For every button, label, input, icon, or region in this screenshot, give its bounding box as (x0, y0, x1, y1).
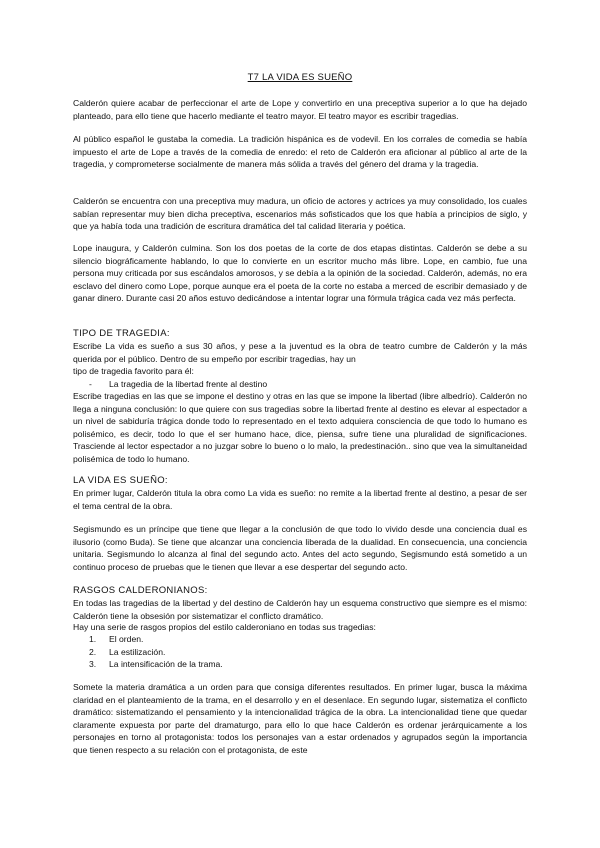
intro-paragraph-4: Lope inaugura, y Calderón culmina. Son los dos poetas de la corte de dos etapas distintas. Calderón se debe a su silencio biográficamente hablando, lo que lo convierte en un escritor mucho más libre. Lope, en cambio, fue una persona muy criticada por sus escándalos amorosos, y se debía a la opinión de la sociedad. Calderón, además, no era esclavo del dinero como Lope, porque aunque era el poeta de la corte no estaba a merced de escribir demasiado y de ganar dinero. Durante casi 20 años estuvo dedicándose a intentar lograr una fórmula trágica cada vez más perfecta. (73, 243, 527, 303)
intro-paragraph-2: Al público español le gustaba la comedia. La tradición hispánica es de vodevil. En los corrales de comedia se había impuesto el arte de Lope a través de la comedia de enredo: el reto de Calderón era aficionar al público al arte de la tragedia, y comprometerse socialmente de manera más sólida a través del género del drama y la tragedia. (73, 134, 527, 169)
rasgos-lead-continued: Hay una serie de rasgos propios del estilo calderoniano en todas sus tragedias: (73, 622, 376, 632)
vida-paragraph-2: Segismundo es un príncipe que tiene que llegar a la conclusión de que todo lo vivido desde una conciencia dual es ilusorio (como Buda). Se tiene que alcanzar una conciencia liberada de la dualidad. En consecuencia, una conciencia unitaria. Segismundo lo alcanza al final del segundo acto. Antes del acto segundo, Segismundo está sometido a un continuo proceso de pruebas que le tienen que llevar a ese despertar del segundo acto. (73, 524, 527, 572)
tipo-bullet-item (89, 378, 267, 391)
list-item: 3. La intensificación de la trama. (89, 659, 223, 670)
tipo-lead: Escribe La vida es sueño a sus 30 años, y pese a la juventud es la obra de teatro cumbre de Calderón y la más querida por el público. Dentro de su empeño por escribir tragedias, hay un (73, 341, 527, 364)
list-item: 1. El orden. (89, 634, 144, 644)
tipo-body: Escribe tragedias en las que se impone el destino y otras en las que se impone la libertad (libre albedrío). Calderón no llega a ninguna conclusión: lo que quiere con sus tragedias sobre la libertad frente al destino es elevar al espectador a un nivel de sabiduría trágica donde todo lo representado en el texto adquiera consciencia de que todo lo humano es polisémico, es decir, todo lo que el ser humano hace, dice, piensa, sufre tiene una pluralidad de significaciones. Trasciende al lector espectador a no juzgar sobre lo bueno o lo malo, la predestinación.. sino que vea la simultaneidad polisémica de todo lo humano. (73, 391, 527, 464)
intro-paragraph-1: Calderón quiere acabar de perfeccionar el arte de Lope y convertirlo en una preceptiva superior a lo que ha dejado planteado, para ello tiene que hacerlo mediante el teatro mayor. El teatro mayor es escribir tragedias. (73, 98, 527, 121)
rasgos-list (89, 633, 223, 671)
document-title: T7 LA VIDA ES SUEÑO (247, 72, 353, 83)
section-heading-rasgos: RASGOS CALDERONIANOS: (73, 585, 208, 596)
list-item: 2. La estilización. (89, 646, 166, 657)
bullet-marker: - (89, 379, 92, 389)
section-heading-vida: LA VIDA ES SUEÑO: (73, 475, 168, 486)
bullet-text: La tragedia de la libertad frente al destino (109, 379, 268, 389)
tipo-lead-continued: tipo de tragedia favorito para él: (73, 366, 194, 376)
vida-paragraph-1: En primer lugar, Calderón titula la obra como La vida es sueño: no remite a la libertad frente al destino, a pesar de ser el tema central de la obra. (73, 488, 527, 511)
rasgos-body: Somete la materia dramática a un orden para que consiga diferentes resultados. En primer lugar, busca la máxima claridad en el planteamiento de la trama, en el desarrollo y en el desenlace. En segundo lugar, sistematiza el conflicto dramático: sistematizando el pensamiento y la intencionalidad trágica de la obra. La intencionalidad tiene que quedar claramente expuesta por parte del dramaturgo, para ello lo que hace Calderón es ordenar jerárquicamente a los personajes en torno al protagonista: todos los personajes van a estar ordenados y agrupados según la importancia que tienen respecto a su relación con el protagonista, de este (73, 682, 527, 755)
rasgos-lead: En todas las tragedias de la libertad y del destino de Calderón hay un esquema constructivo que siempre es el mismo: Calderón tiene la obsesión por sistematizar el conflicto dramático. (73, 598, 527, 621)
intro-paragraph-3: Calderón se encuentra con una preceptiva muy madura, un oficio de actores y actrices ya muy consolidado, los cuales sabían representar muy bien dicha preceptiva, escenarios más sofisticados que los que había a principios de siglo, y que ya había toda una tradición de escritura dramática del tal calidad literaria y poética. (73, 196, 527, 231)
section-heading-tipo: TIPO DE TRAGEDIA: (73, 328, 170, 339)
